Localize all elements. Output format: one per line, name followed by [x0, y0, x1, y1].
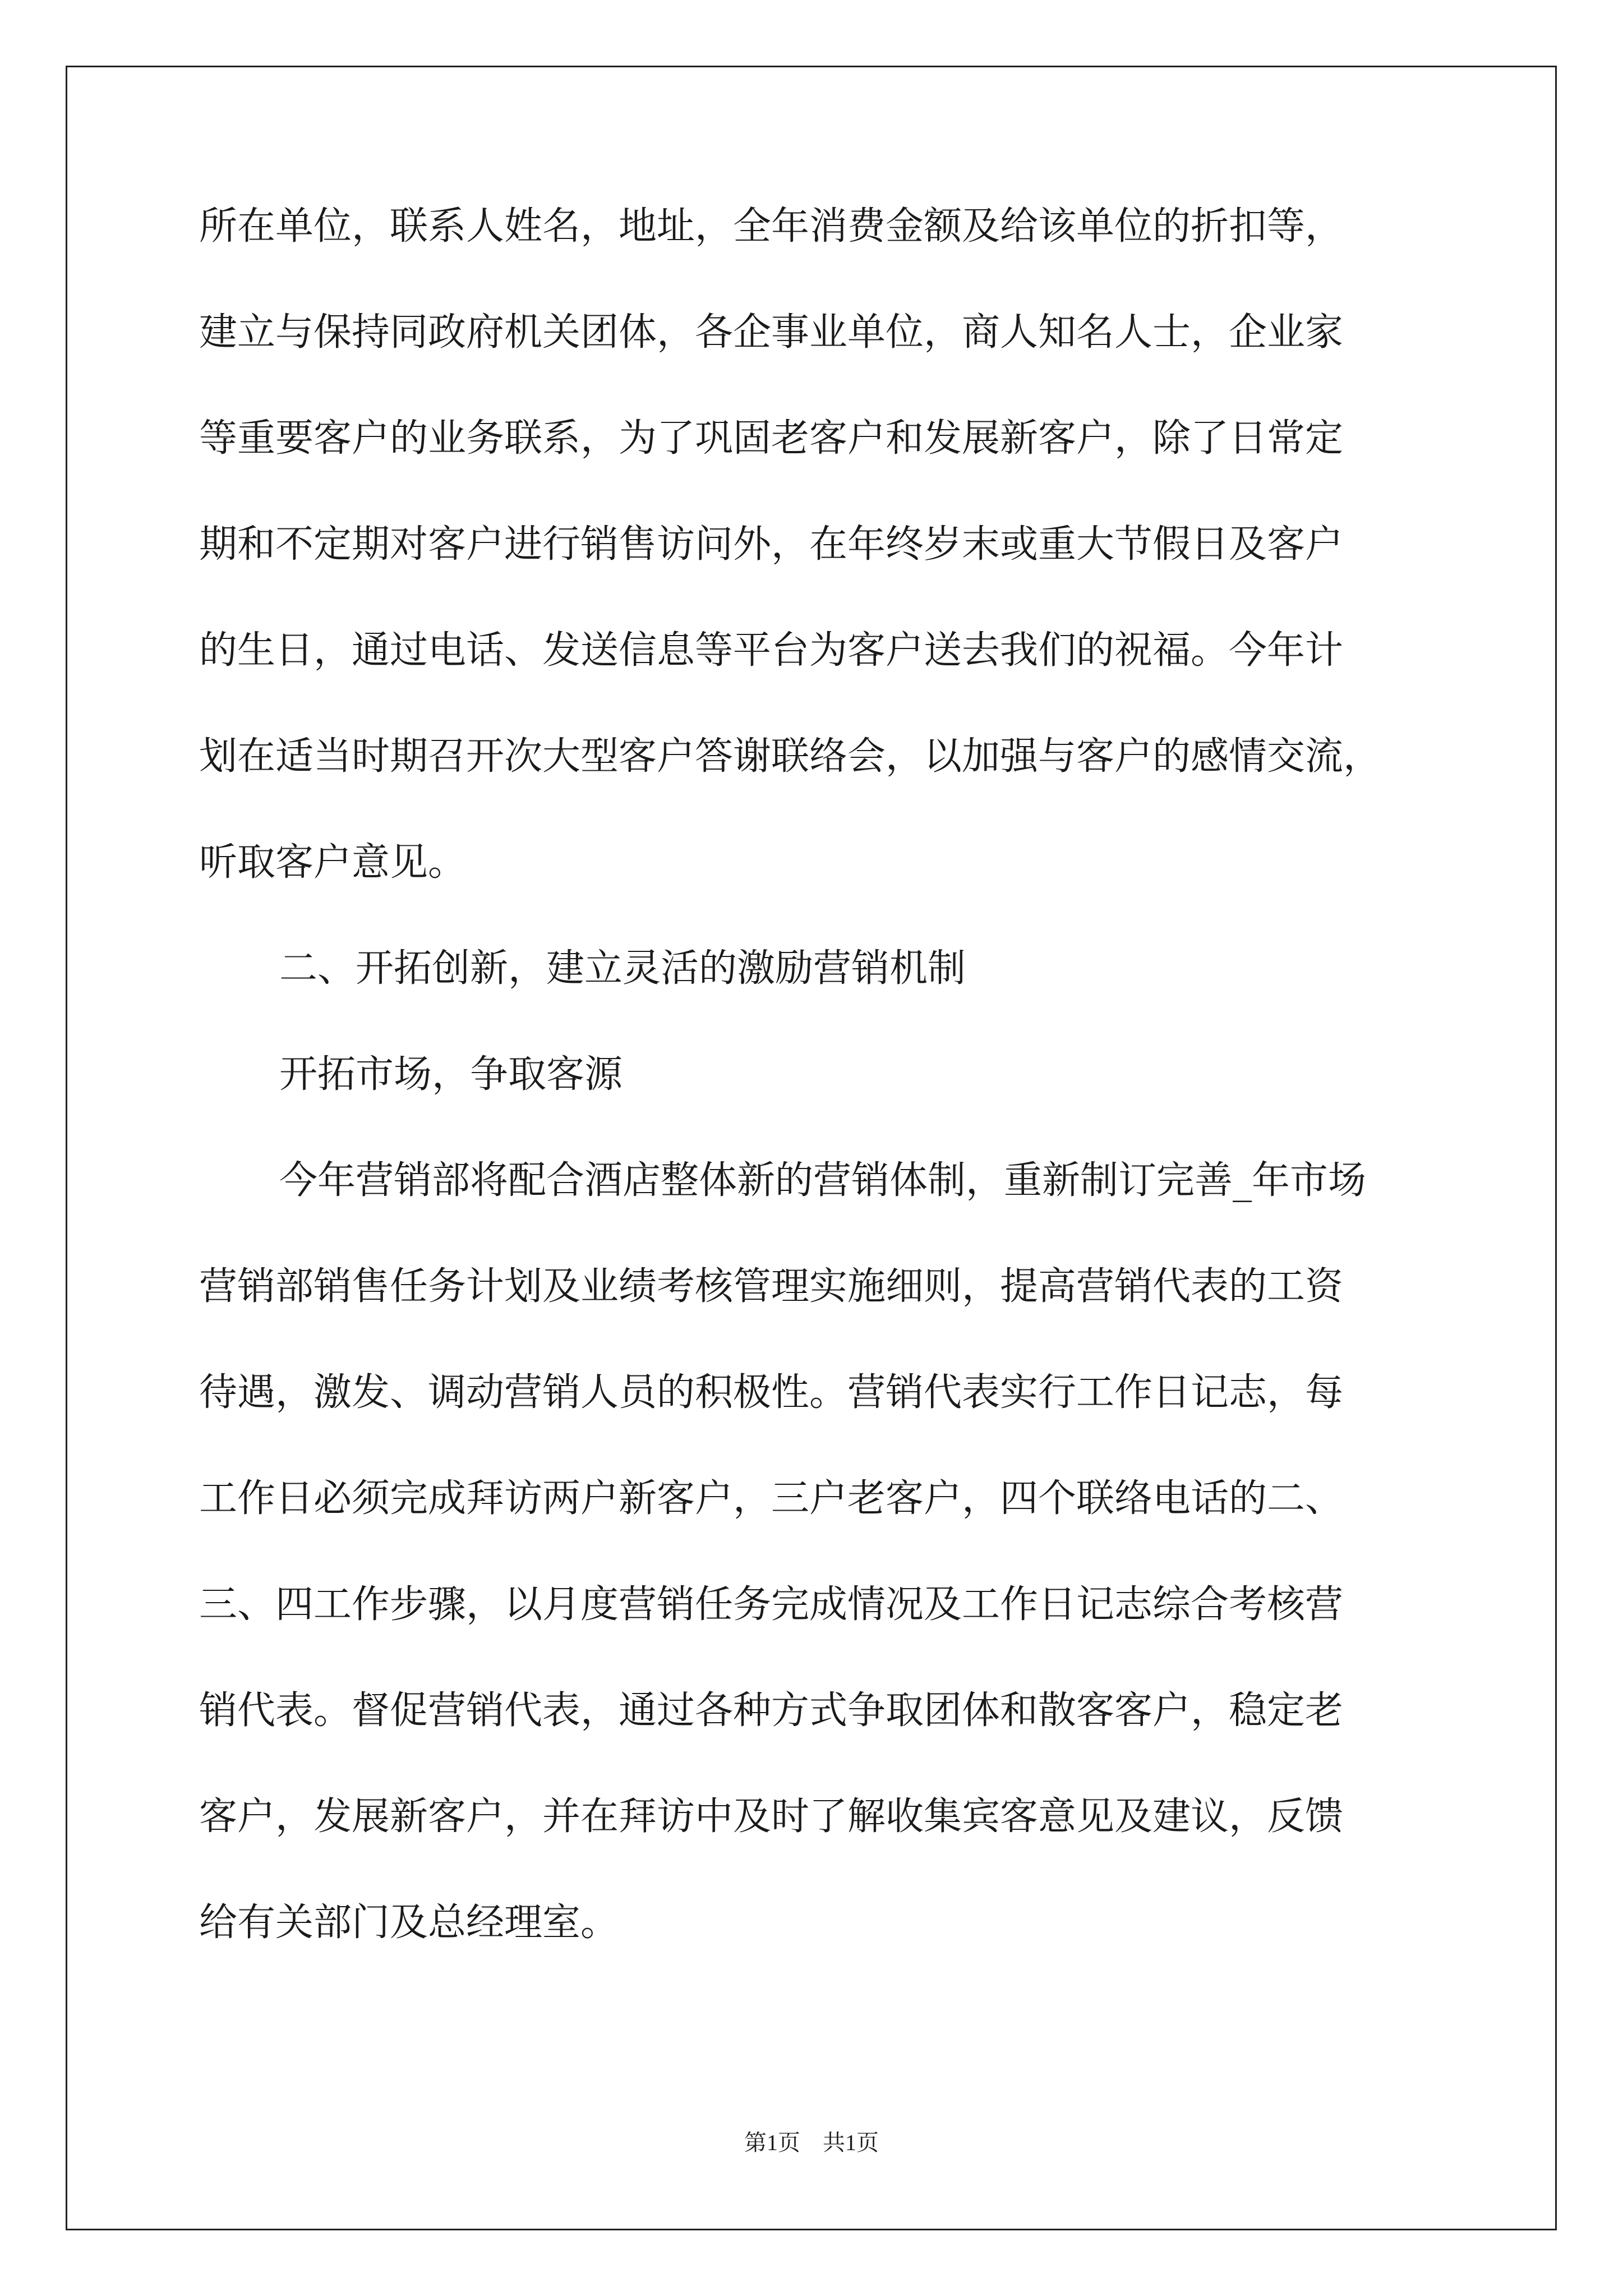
- text-line: 销代表。督促营销代表，通过各种方式争取团体和散客客户，稳定老: [199, 1688, 1344, 1733]
- text-line: 建立与保持同政府机关团体，各企事业单位，商人知名人士，企业家: [199, 310, 1344, 355]
- text-line: 等重要客户的业务联系，为了巩固老客户和发展新客户，除了日常定: [199, 416, 1344, 461]
- text-line: 客户，发展新客户，并在拜访中及时了解收集宾客意见及建议，反馈: [199, 1795, 1344, 1839]
- text-line: 划在适当时期召开次大型客户答谢联络会，以加强与客户的感情交流，: [199, 734, 1382, 779]
- text-line: 期和不定期对客户进行销售访问外，在年终岁末或重大节假日及客户: [199, 522, 1344, 567]
- text-line: 听取客户意见。: [199, 840, 467, 885]
- section-heading: 二、开拓创新，建立灵活的激励营销机制: [279, 946, 966, 991]
- text-line: 给有关部门及总经理室。: [199, 1901, 619, 1945]
- page-number: 第1页 共1页: [744, 2130, 879, 2155]
- text-line: 营销部销售任务计划及业绩考核管理实施细则，提高营销代表的工资: [199, 1264, 1344, 1309]
- text-line: 三、四工作步骤，以月度营销任务完成情况及工作日记志综合考核营: [199, 1582, 1344, 1627]
- text-line: 今年营销部将配合酒店整体新的营销体制，重新制订完善_年市场: [279, 1158, 1367, 1203]
- document-body: [199, 204, 1422, 2010]
- text-line: 所在单位，联系人姓名，地址，全年消费金额及给该单位的折扣等，: [199, 204, 1344, 249]
- text-line: 工作日必须完成拜访两户新客户，三户老客户，四个联络电话的二、: [199, 1476, 1344, 1521]
- text-line: 的生日，通过电话、发送信息等平台为客户送去我们的祝福。今年计: [199, 628, 1344, 673]
- text-line: 待遇，激发、调动营销人员的积极性。营销代表实行工作日记志，每: [199, 1370, 1344, 1415]
- subsection-heading: 开拓市场，争取客源: [279, 1052, 623, 1097]
